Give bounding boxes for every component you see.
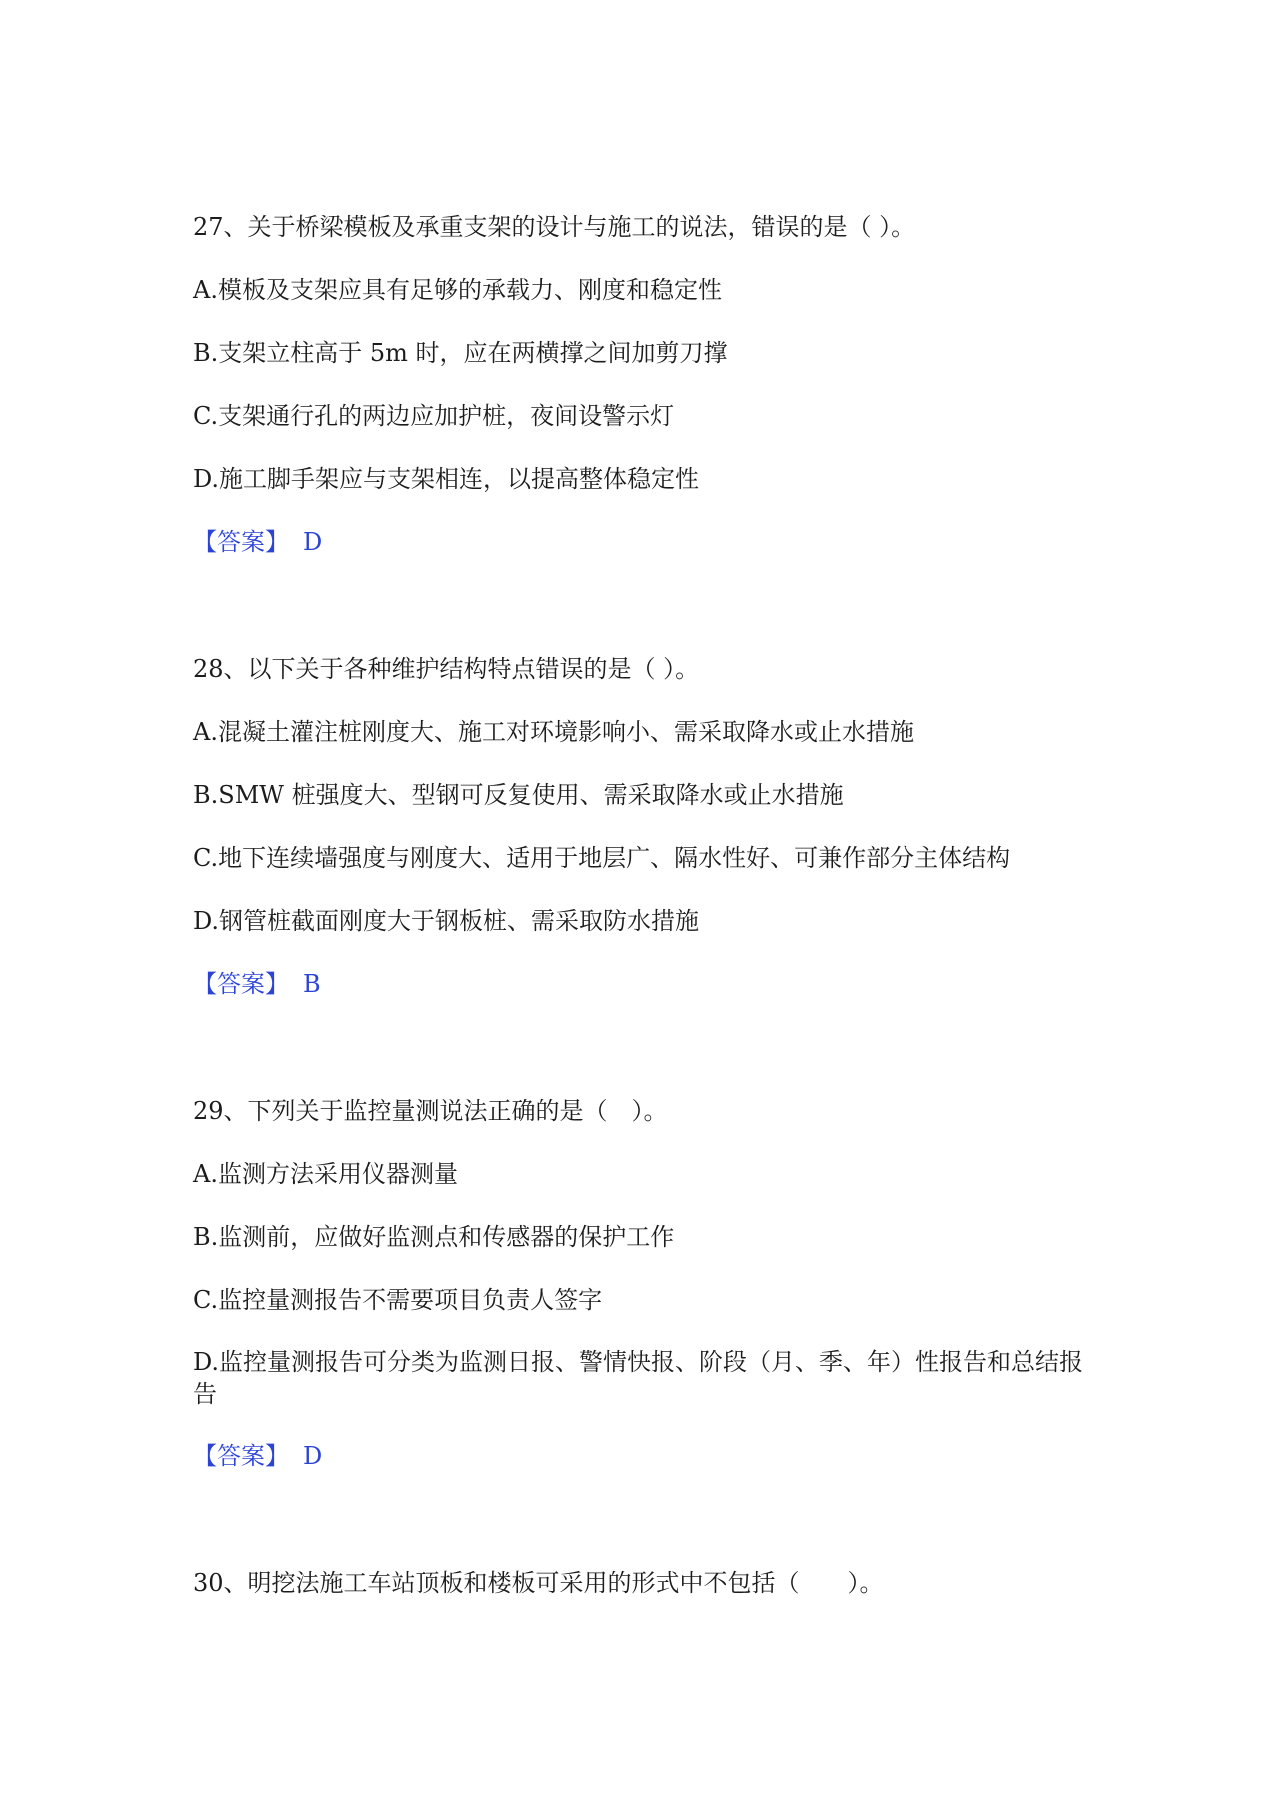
- option-a: A.监测方法采用仪器测量: [193, 1160, 458, 1188]
- question-title: 30、明挖法施工车站顶板和楼板可采用的形式中不包括（ ）。: [193, 1569, 884, 1597]
- spacer: [193, 559, 1093, 652]
- answer-line: [193, 967, 1093, 1001]
- answer-value: D: [303, 528, 323, 556]
- option-d: D.钢管桩截面刚度大于钢板桩、需采取防水措施: [193, 907, 700, 935]
- question-title: 27、关于桥梁模板及承重支架的设计与施工的说法，错误的是（ ）。: [193, 213, 916, 241]
- question-29: [193, 1094, 1093, 1473]
- spacer: [193, 1473, 1093, 1566]
- question-28: [193, 652, 1093, 1001]
- option-b: B.监测前，应做好监测点和传感器的保护工作: [193, 1223, 675, 1251]
- answer-line: [193, 525, 1093, 559]
- answer-value: B: [303, 970, 321, 998]
- option-b: B.支架立柱高于 5m 时，应在两横撑之间加剪刀撑: [193, 339, 728, 367]
- answer-value: D: [303, 1442, 323, 1470]
- answer-label: 【答案】: [193, 970, 289, 998]
- question-27: [193, 210, 1093, 559]
- option-a: A.混凝土灌注桩刚度大、施工对环境影响小、需采取降水或止水措施: [193, 718, 914, 746]
- answer-label: 【答案】: [193, 528, 289, 556]
- option-c: C.支架通行孔的两边应加护桩，夜间设警示灯: [193, 402, 675, 430]
- spacer: [193, 1001, 1093, 1094]
- option-d: D.施工脚手架应与支架相连，以提高整体稳定性: [193, 465, 700, 493]
- option-a: A.模板及支架应具有足够的承载力、刚度和稳定性: [193, 276, 722, 304]
- answer-line: [193, 1439, 1093, 1473]
- question-30: [193, 1566, 1093, 1600]
- option-c: C.监控量测报告不需要项目负责人签字: [193, 1286, 603, 1314]
- question-list: [193, 210, 1093, 1629]
- question-title: 28、以下关于各种维护结构特点错误的是（ ）。: [193, 655, 700, 683]
- option-d: D.监控量测报告可分类为监测日报、警情快报、阶段（月、季、年）性报告和总结报告: [193, 1348, 1084, 1408]
- question-title: 29、下列关于监控量测说法正确的是（ ）。: [193, 1097, 668, 1125]
- answer-label: 【答案】: [193, 1442, 289, 1470]
- option-c: C.地下连续墙强度与刚度大、适用于地层广、隔水性好、可兼作部分主体结构: [193, 844, 1011, 872]
- option-b: B.SMW 桩强度大、型钢可反复使用、需采取降水或止水措施: [193, 781, 844, 809]
